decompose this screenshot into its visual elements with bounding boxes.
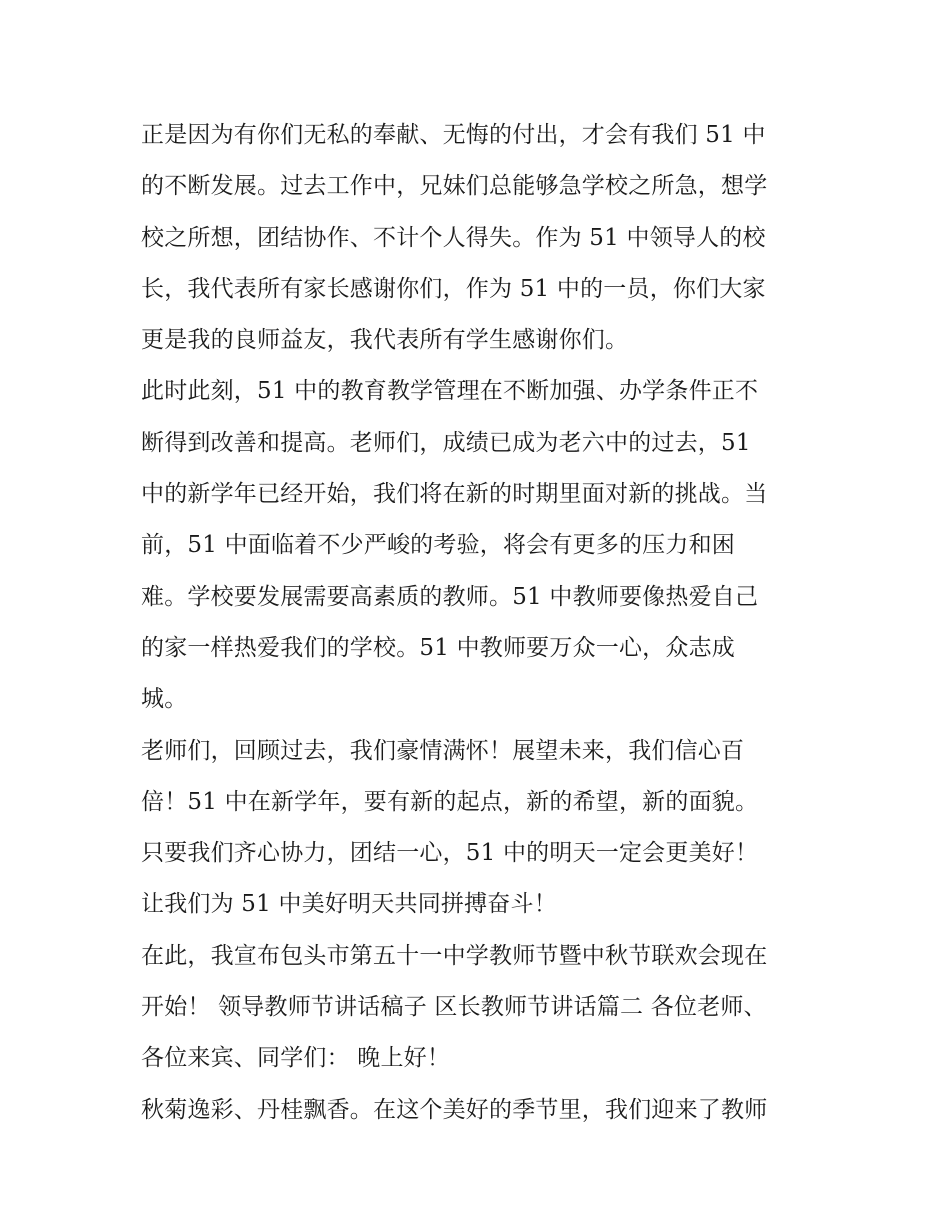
- text-line: 中的新学年已经开始，我们将在新的时期里面对新的挑战。当: [141, 481, 768, 508]
- text-line: 在此，我宣布包头市第五十一中学教师节暨中秋节联欢会现在: [141, 942, 768, 969]
- text-line: 秋菊逸彩、丹桂飘香。在这个美好的季节里，我们迎来了教师: [141, 1096, 768, 1123]
- text-line: 前，51 中面临着不少严峻的考验，将会有更多的压力和困: [141, 532, 735, 559]
- text-line: 的家一样热爱我们的学校。51 中教师要万众一心，众志成: [141, 634, 735, 661]
- text-line: 校之所想，团结协作、不计个人得失。作为 51 中领导人的校: [141, 224, 766, 251]
- text-line: 难。学校要发展需要高素质的教师。51 中教师要像热爱自己: [141, 583, 759, 610]
- text-line: 更是我的良师益友，我代表所有学生感谢你们。: [141, 327, 629, 354]
- text-line: 断得到改善和提高。老师们，成绩已成为老六中的过去，51: [141, 429, 751, 456]
- document-body: [141, 110, 821, 1136]
- text-line: 只要我们齐心协力，团结一心，51 中的明天一定会更美好！: [141, 840, 759, 867]
- text-line: 此时此刻，51 中的教育教学管理在不断加强、办学条件正不: [141, 378, 759, 405]
- text-line: 老师们，回顾过去，我们豪情满怀！展望未来，我们信心百: [141, 737, 745, 764]
- text-line: 长，我代表所有家长感谢你们，作为 51 中的一员，你们大家: [141, 275, 766, 302]
- text-line: 正是因为有你们无私的奉献、无悔的付出，才会有我们 51 中: [141, 122, 766, 148]
- text-line: 各位来宾、同学们： 晚上好！: [141, 1045, 451, 1072]
- text-line: 让我们为 51 中美好明天共同拼搏奋斗！: [141, 891, 557, 918]
- text-line: 城。: [141, 686, 188, 713]
- text-line: 倍！51 中在新学年，要有新的起点，新的希望，新的面貌。: [141, 788, 759, 815]
- text-line: 的不断发展。过去工作中，兄妹们总能够急学校之所急，想学: [141, 173, 768, 200]
- text-line: 开始！ 领导教师节讲话稿子 区长教师节讲话篇二 各位老师、: [141, 994, 767, 1021]
